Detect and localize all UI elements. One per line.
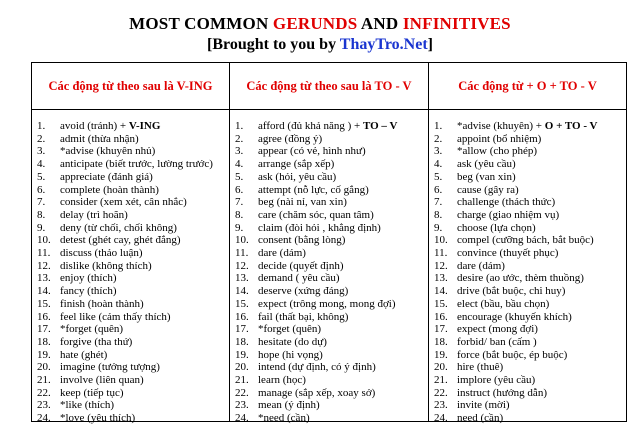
- item-number: 20.: [235, 361, 249, 374]
- item-text: hate (ghét): [60, 348, 108, 361]
- item-text: enjoy (thích): [60, 272, 117, 285]
- item-text: manage (sắp xếp, xoay sở): [258, 386, 376, 399]
- item-number: 2.: [434, 132, 443, 145]
- list-item: [230, 272, 428, 285]
- item-number: 24.: [434, 412, 448, 425]
- title-gerunds: GERUNDS: [272, 14, 358, 33]
- item-number: 14.: [37, 285, 51, 298]
- item-number: 5.: [235, 170, 244, 183]
- item-number: 23.: [434, 399, 448, 412]
- item-text: encourage (khuyến khích): [457, 310, 572, 323]
- page-title: [0, 14, 640, 34]
- list-item: [32, 272, 229, 285]
- list-item: [32, 171, 229, 184]
- item-number: 13.: [235, 272, 249, 285]
- item-text: fail (thất bại, không): [258, 310, 349, 323]
- list-item: [429, 209, 626, 222]
- list-item: [429, 133, 626, 146]
- item-number: 22.: [37, 386, 51, 399]
- item-text: complete (hoàn thành): [60, 183, 159, 196]
- item-text: learn (học): [258, 374, 306, 387]
- list-item: [32, 133, 229, 146]
- verb-list: [230, 110, 428, 425]
- item-number: 1.: [37, 120, 46, 132]
- item-number: 10.: [37, 234, 51, 247]
- item-text: discuss (thảo luận): [60, 247, 143, 260]
- list-item: [429, 349, 626, 362]
- item-number: 16.: [235, 310, 249, 323]
- item-number: 15.: [37, 297, 51, 310]
- item-text: appreciate (đánh giá): [60, 170, 153, 183]
- item-text: hope (hi vọng): [258, 348, 323, 361]
- verb-list: [32, 110, 229, 425]
- item-text: choose (lựa chọn): [457, 221, 536, 234]
- item-text: forbid/ ban (cấm ): [457, 335, 537, 348]
- list-item: [32, 247, 229, 260]
- list-item: [429, 171, 626, 184]
- item-number: 8.: [37, 208, 46, 221]
- item-text: appoint (bổ nhiệm): [457, 132, 542, 145]
- item-number: 4.: [235, 158, 244, 171]
- list-item: [230, 145, 428, 158]
- item-number: 18.: [235, 335, 249, 348]
- item-number: 19.: [434, 348, 448, 361]
- item-number: 15.: [434, 297, 448, 310]
- item-text: admit (thừa nhận): [60, 132, 139, 145]
- list-item: [230, 209, 428, 222]
- list-item: [32, 349, 229, 362]
- list-item: [429, 260, 626, 273]
- item-text: invite (mời): [457, 399, 510, 412]
- list-item: [230, 387, 428, 400]
- item-text: need (cần): [457, 412, 504, 425]
- item-text: expect (trông mong, mong đợi): [258, 297, 396, 310]
- list-item: [32, 222, 229, 235]
- item-pattern: V-ING: [128, 120, 161, 132]
- item-number: 17.: [37, 323, 51, 336]
- list-item: [32, 234, 229, 247]
- item-text: *allow (cho phép): [457, 145, 538, 158]
- item-number: 9.: [434, 221, 443, 234]
- item-text: implore (yêu cầu): [457, 374, 536, 387]
- item-number: 8.: [434, 208, 443, 221]
- item-text: drive (bắt buộc, chi huy): [457, 285, 566, 298]
- list-item: [429, 145, 626, 158]
- list-item: [429, 196, 626, 209]
- item-text: intend (dự định, có ý định): [258, 361, 376, 374]
- subtitle-site-link[interactable]: ThayTro.Net: [339, 36, 428, 53]
- list-item: [429, 323, 626, 336]
- item-text: challenge (thách thức): [457, 196, 556, 209]
- item-number: 8.: [235, 208, 244, 221]
- item-number: 4.: [434, 158, 443, 171]
- list-item: [230, 222, 428, 235]
- item-text: hesitate (do dự): [258, 335, 327, 348]
- item-number: 23.: [235, 399, 249, 412]
- item-number: 5.: [434, 170, 443, 183]
- list-item: [230, 285, 428, 298]
- list-item: [230, 412, 428, 425]
- title-infinitives: INFINITIVES: [402, 14, 511, 33]
- item-text: mean (ý định): [258, 399, 320, 412]
- item-text: *forget (quên): [258, 323, 322, 336]
- column-heading: Các động từ theo sau là V-ING: [32, 63, 229, 110]
- list-item: [429, 272, 626, 285]
- item-number: 13.: [434, 272, 448, 285]
- list-item: [429, 361, 626, 374]
- list-item: [230, 184, 428, 197]
- item-number: 3.: [235, 145, 244, 158]
- list-item: [230, 158, 428, 171]
- item-number: 11.: [37, 247, 51, 260]
- item-text: *love (yêu thích): [60, 412, 136, 425]
- list-item: [32, 285, 229, 298]
- item-number: 23.: [37, 399, 51, 412]
- item-number: 9.: [235, 221, 244, 234]
- item-text: claim (đòi hỏi , khẳng định): [258, 221, 381, 234]
- item-number: 10.: [235, 234, 249, 247]
- item-text: consent (bằng lòng): [258, 234, 346, 247]
- item-text: ask (hỏi, yêu cầu): [258, 170, 337, 183]
- page-subtitle: [0, 36, 640, 54]
- item-text: beg (nài nỉ, van xin): [258, 196, 347, 209]
- item-text: force (bắt buộc, ép buộc): [457, 348, 568, 361]
- item-number: 14.: [235, 285, 249, 298]
- item-text: fancy (thích): [60, 285, 117, 298]
- list-item: [429, 285, 626, 298]
- list-item: [32, 323, 229, 336]
- list-item: [32, 145, 229, 158]
- item-text: agree (đồng ý): [258, 132, 323, 145]
- list-item: [32, 120, 229, 133]
- list-item: [230, 399, 428, 412]
- column-heading: Các động từ + O + TO - V: [429, 63, 626, 110]
- list-item: [230, 311, 428, 324]
- item-text: charge (giao nhiệm vụ): [457, 208, 560, 221]
- list-item: [230, 133, 428, 146]
- item-number: 3.: [37, 145, 46, 158]
- list-item: [429, 184, 626, 197]
- item-text: appear (có vẻ, hình như): [258, 145, 366, 158]
- list-item: [32, 361, 229, 374]
- item-number: 21.: [235, 374, 249, 387]
- item-number: 22.: [434, 386, 448, 399]
- item-number: 19.: [37, 348, 51, 361]
- item-number: 16.: [434, 310, 448, 323]
- list-item: [230, 349, 428, 362]
- item-text: hire (thuê): [457, 361, 504, 374]
- item-text: *advise (khuyên nhủ): [60, 145, 156, 158]
- item-text: dislike (không thích): [60, 259, 152, 272]
- list-item: [429, 298, 626, 311]
- column-to-v: [230, 63, 429, 425]
- item-number: 7.: [434, 196, 443, 209]
- list-item: [429, 336, 626, 349]
- item-number: 21.: [37, 374, 51, 387]
- item-text: expect (mong đợi): [457, 323, 538, 336]
- list-item: [32, 260, 229, 273]
- item-number: 5.: [37, 170, 46, 183]
- list-item: [429, 399, 626, 412]
- item-number: 6.: [235, 183, 244, 196]
- list-item: [230, 361, 428, 374]
- list-item: [32, 336, 229, 349]
- item-number: 20.: [434, 361, 448, 374]
- item-text: deny (từ chối, chối không): [60, 221, 177, 234]
- item-number: 22.: [235, 386, 249, 399]
- item-text: attempt (nỗ lực, cố gắng): [258, 183, 369, 196]
- verb-list: [429, 110, 626, 425]
- item-text: instruct (hướng dẫn): [457, 386, 547, 399]
- item-text: keep (tiếp tục): [60, 386, 124, 399]
- list-item: [32, 399, 229, 412]
- list-item: [429, 311, 626, 324]
- item-number: 15.: [235, 297, 249, 310]
- list-item: [429, 412, 626, 425]
- list-item: [32, 196, 229, 209]
- item-text: feel like (cảm thấy thích): [60, 310, 171, 323]
- item-text: care (chăm sóc, quan tâm): [258, 208, 374, 221]
- list-item: [32, 298, 229, 311]
- list-item: [230, 336, 428, 349]
- item-number: 9.: [37, 221, 46, 234]
- item-number: 17.: [434, 323, 448, 336]
- item-text: beg (van xin): [457, 170, 516, 183]
- item-text: detest (ghét cay, ghét đắng): [60, 234, 181, 247]
- column-o-to-v: [429, 63, 626, 425]
- item-number: 13.: [37, 272, 51, 285]
- item-number: 24.: [37, 412, 51, 425]
- item-pattern: TO – V: [362, 120, 398, 132]
- subtitle-suffix: ]: [427, 36, 433, 53]
- item-text: afford (đủ khả năng ) +: [258, 120, 363, 132]
- list-item: [32, 387, 229, 400]
- item-text: arrange (sắp xếp): [258, 158, 335, 171]
- list-item: [429, 120, 626, 133]
- list-item: [429, 387, 626, 400]
- item-text: *advise (khuyên) +: [457, 120, 545, 132]
- list-item: [429, 374, 626, 387]
- item-text: involve (liên quan): [60, 374, 144, 387]
- list-item: [32, 412, 229, 425]
- item-text: *need (cần): [258, 412, 310, 425]
- item-number: 16.: [37, 310, 51, 323]
- item-text: desire (ao ước, thèm thuồng): [457, 272, 584, 285]
- item-text: delay (trì hoãn): [60, 208, 128, 221]
- item-number: 20.: [37, 361, 51, 374]
- item-number: 3.: [434, 145, 443, 158]
- item-number: 12.: [235, 259, 249, 272]
- item-number: 14.: [434, 285, 448, 298]
- item-number: 18.: [37, 335, 51, 348]
- list-item: [32, 209, 229, 222]
- item-text: anticipate (biết trước, lường trước): [60, 158, 213, 171]
- item-number: 11.: [434, 247, 448, 260]
- list-item: [230, 260, 428, 273]
- title-and: AND: [357, 14, 403, 33]
- column-heading: Các động từ theo sau là TO - V: [230, 63, 428, 110]
- item-number: 7.: [235, 196, 244, 209]
- list-item: [230, 234, 428, 247]
- item-number: 4.: [37, 158, 46, 171]
- subtitle-prefix: [Brought to you by: [207, 36, 340, 53]
- list-item: [230, 298, 428, 311]
- item-text: avoid (tránh) +: [60, 120, 129, 132]
- item-number: 7.: [37, 196, 46, 209]
- item-number: 19.: [235, 348, 249, 361]
- column-v-ing: [32, 63, 230, 425]
- item-number: 2.: [37, 132, 46, 145]
- title-prefix: MOST COMMON: [129, 14, 273, 33]
- list-item: [429, 234, 626, 247]
- item-text: *forget (quên): [60, 323, 124, 336]
- item-text: compel (cưỡng bách, bắt buộc): [457, 234, 594, 247]
- list-item: [230, 120, 428, 133]
- item-number: 6.: [37, 183, 46, 196]
- item-text: dare (dám): [258, 247, 306, 260]
- item-text: cause (gây ra): [457, 183, 519, 196]
- list-item: [32, 158, 229, 171]
- list-item: [230, 247, 428, 260]
- list-item: [429, 247, 626, 260]
- item-text: finish (hoàn thành): [60, 297, 144, 310]
- list-item: [32, 311, 229, 324]
- item-number: 21.: [434, 374, 448, 387]
- item-number: 12.: [434, 259, 448, 272]
- item-number: 1.: [235, 120, 244, 132]
- item-text: deserve (xứng đáng): [258, 285, 349, 298]
- item-number: 12.: [37, 259, 51, 272]
- item-text: decide (quyết định): [258, 259, 344, 272]
- list-item: [32, 184, 229, 197]
- item-number: 17.: [235, 323, 249, 336]
- item-number: 11.: [235, 247, 249, 260]
- item-text: consider (xem xét, cân nhắc): [60, 196, 187, 209]
- item-text: convince (thuyết phục): [457, 247, 559, 260]
- list-item: [429, 158, 626, 171]
- list-item: [429, 222, 626, 235]
- item-text: forgive (tha thứ): [60, 335, 133, 348]
- list-item: [230, 171, 428, 184]
- list-item: [230, 323, 428, 336]
- item-pattern: O + TO - V: [544, 120, 598, 132]
- item-number: 6.: [434, 183, 443, 196]
- item-text: elect (bầu, bầu chọn): [457, 297, 550, 310]
- item-number: 24.: [235, 412, 249, 425]
- list-item: [230, 374, 428, 387]
- item-number: 2.: [235, 132, 244, 145]
- item-text: ask (yêu cầu): [457, 158, 516, 171]
- verb-table: [31, 62, 627, 425]
- item-text: *like (thích): [60, 399, 115, 412]
- list-item: [230, 196, 428, 209]
- item-text: demand ( yêu cầu): [258, 272, 340, 285]
- item-number: 10.: [434, 234, 448, 247]
- item-number: 18.: [434, 335, 448, 348]
- item-text: dare (dám): [457, 259, 505, 272]
- list-item: [32, 374, 229, 387]
- item-number: 1.: [434, 120, 443, 132]
- item-text: imagine (tưởng tượng): [60, 361, 160, 374]
